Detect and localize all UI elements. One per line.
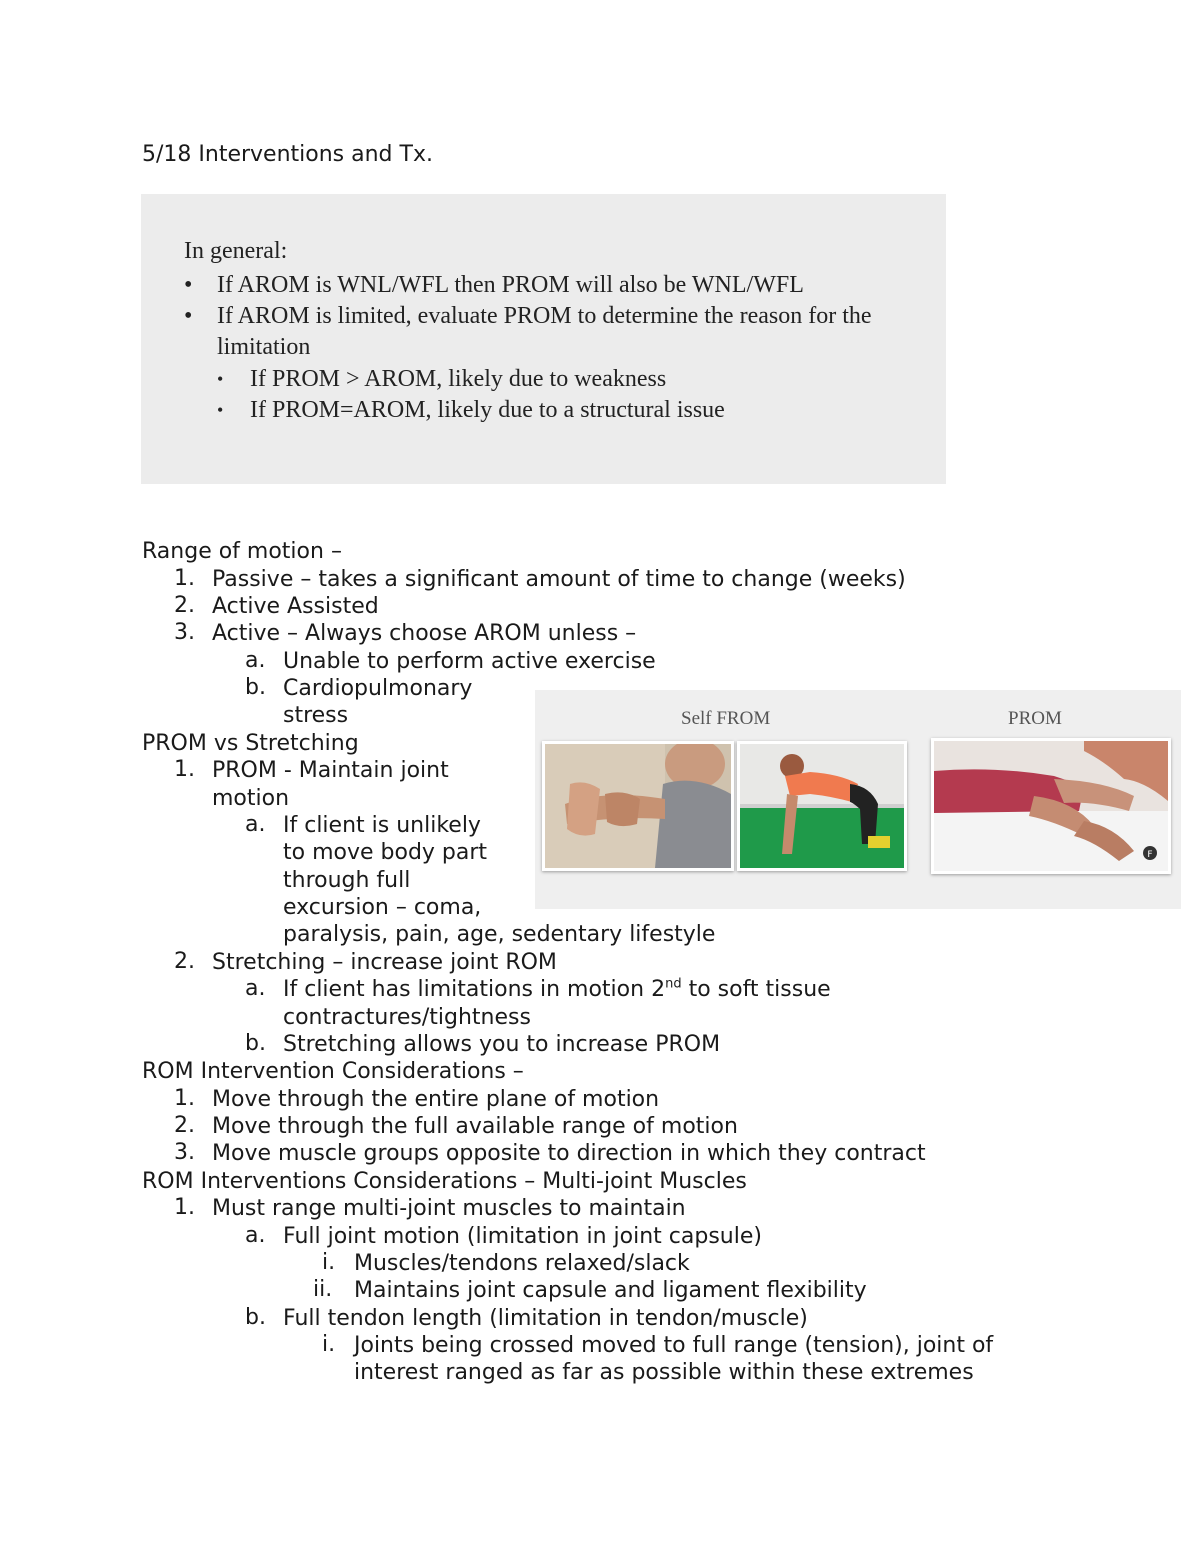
list-item-continuation: through full bbox=[283, 868, 411, 893]
list-item-continuation: contractures/tightness bbox=[283, 1005, 531, 1030]
bullet-icon: • bbox=[184, 272, 193, 298]
svg-text:F: F bbox=[1147, 850, 1153, 860]
list-item-continuation: motion bbox=[212, 786, 290, 811]
list-item-continuation: to move body part bbox=[283, 840, 488, 865]
therapist-prom-photo bbox=[931, 738, 1171, 874]
list-marker: 2. bbox=[174, 593, 195, 618]
list-item-continuation: paralysis, pain, age, sedentary lifestyle bbox=[283, 922, 716, 947]
section-heading: ROM Intervention Considerations – bbox=[142, 1059, 524, 1084]
list-item: If client is unlikely bbox=[283, 813, 481, 838]
list-item: Unable to perform active exercise bbox=[283, 649, 656, 674]
list-marker: a. bbox=[245, 976, 266, 1001]
list-item: Must range multi-joint muscles to maintain bbox=[212, 1196, 686, 1221]
slide-sub-bullet-text: If PROM > AROM, likely due to weakness bbox=[250, 366, 667, 392]
slide-heading: In general: bbox=[184, 238, 288, 264]
list-marker: b. bbox=[245, 1305, 266, 1330]
list-item: Muscles/tendons relaxed/slack bbox=[354, 1251, 690, 1276]
rom-figure bbox=[535, 690, 1181, 909]
slide-sub-bullet-text: If PROM=AROM, likely due to a structural issue bbox=[250, 397, 725, 423]
bullet-icon: • bbox=[217, 400, 224, 420]
list-item: Move through the full available range of motion bbox=[212, 1114, 738, 1139]
list-item-continuation: stress bbox=[283, 703, 349, 728]
list-marker: 2. bbox=[174, 949, 195, 974]
list-item: Full joint motion (limitation in joint capsule) bbox=[283, 1224, 762, 1249]
figure-label-prom: PROM bbox=[1008, 708, 1062, 729]
slide-bullet-text: If AROM is limited, evaluate PROM to determine the reason for the limitation bbox=[217, 303, 872, 360]
list-marker: 1. bbox=[174, 1195, 195, 1220]
page-title: 5/18 Interventions and Tx. bbox=[142, 142, 433, 167]
slide-bullet bbox=[184, 270, 924, 301]
list-marker: i. bbox=[322, 1250, 336, 1275]
list-marker: a. bbox=[245, 1223, 266, 1248]
list-item: PROM - Maintain joint bbox=[212, 758, 449, 783]
slide-sub-bullet bbox=[217, 395, 725, 426]
slide-excerpt bbox=[141, 194, 946, 484]
slide-sub-bullet bbox=[217, 364, 666, 395]
bullet-icon: • bbox=[184, 303, 193, 329]
superscript: nd bbox=[665, 976, 682, 992]
list-item-text: If client has limitations in motion 2 bbox=[283, 977, 666, 1002]
list-item-continuation: excursion – coma, bbox=[283, 895, 482, 920]
list-item: Stretching allows you to increase PROM bbox=[283, 1032, 721, 1057]
list-marker: 2. bbox=[174, 1113, 195, 1138]
section-heading: Range of motion – bbox=[142, 539, 342, 564]
quadruped-stretch-photo bbox=[737, 741, 907, 871]
list-item: Full tendon length (limitation in tendon/muscle) bbox=[283, 1306, 808, 1331]
quadruped-stretch-illustration bbox=[740, 744, 904, 868]
list-item-text: to soft tissue bbox=[681, 977, 831, 1002]
section-heading: ROM Interventions Considerations – Multi-joint Muscles bbox=[142, 1169, 747, 1194]
slide-bullet-text: If AROM is WNL/WFL then PROM will also be WNL/WFL bbox=[217, 272, 804, 298]
list-marker: a. bbox=[245, 812, 266, 837]
list-marker: 3. bbox=[174, 1140, 195, 1165]
list-marker: b. bbox=[245, 675, 266, 700]
list-item: Maintains joint capsule and ligament flexibility bbox=[354, 1278, 867, 1303]
therapist-prom-illustration bbox=[934, 741, 1168, 871]
list-marker: 1. bbox=[174, 757, 195, 782]
list-item: Move through the entire plane of motion bbox=[212, 1087, 660, 1112]
list-item: Move muscle groups opposite to direction in which they contract bbox=[212, 1141, 926, 1166]
list-item: Passive – takes a significant amount of time to change (weeks) bbox=[212, 567, 906, 592]
figure-label-self-from: Self FROM bbox=[681, 708, 771, 729]
list-marker: 3. bbox=[174, 620, 195, 645]
list-item: Cardiopulmonary bbox=[283, 676, 473, 701]
slide-bullet bbox=[184, 301, 924, 363]
list-marker: i. bbox=[322, 1332, 336, 1357]
list-item: Active – Always choose AROM unless – bbox=[212, 621, 637, 646]
list-item bbox=[283, 976, 831, 1003]
bullet-icon: • bbox=[217, 369, 224, 389]
list-marker: 1. bbox=[174, 566, 195, 591]
list-marker: ii. bbox=[313, 1277, 333, 1302]
list-item: Active Assisted bbox=[212, 594, 379, 619]
list-item-continuation: interest ranged as far as possible within these extremes bbox=[354, 1360, 974, 1385]
stretching-hands-photo bbox=[542, 741, 734, 871]
list-marker: 1. bbox=[174, 1086, 195, 1111]
stretching-hands-illustration bbox=[545, 744, 731, 868]
list-item: Stretching – increase joint ROM bbox=[212, 950, 557, 975]
section-heading: PROM vs Stretching bbox=[142, 731, 359, 756]
list-marker: b. bbox=[245, 1031, 266, 1056]
list-marker: a. bbox=[245, 648, 266, 673]
list-item: Joints being crossed moved to full range (tension), joint of bbox=[354, 1333, 994, 1358]
